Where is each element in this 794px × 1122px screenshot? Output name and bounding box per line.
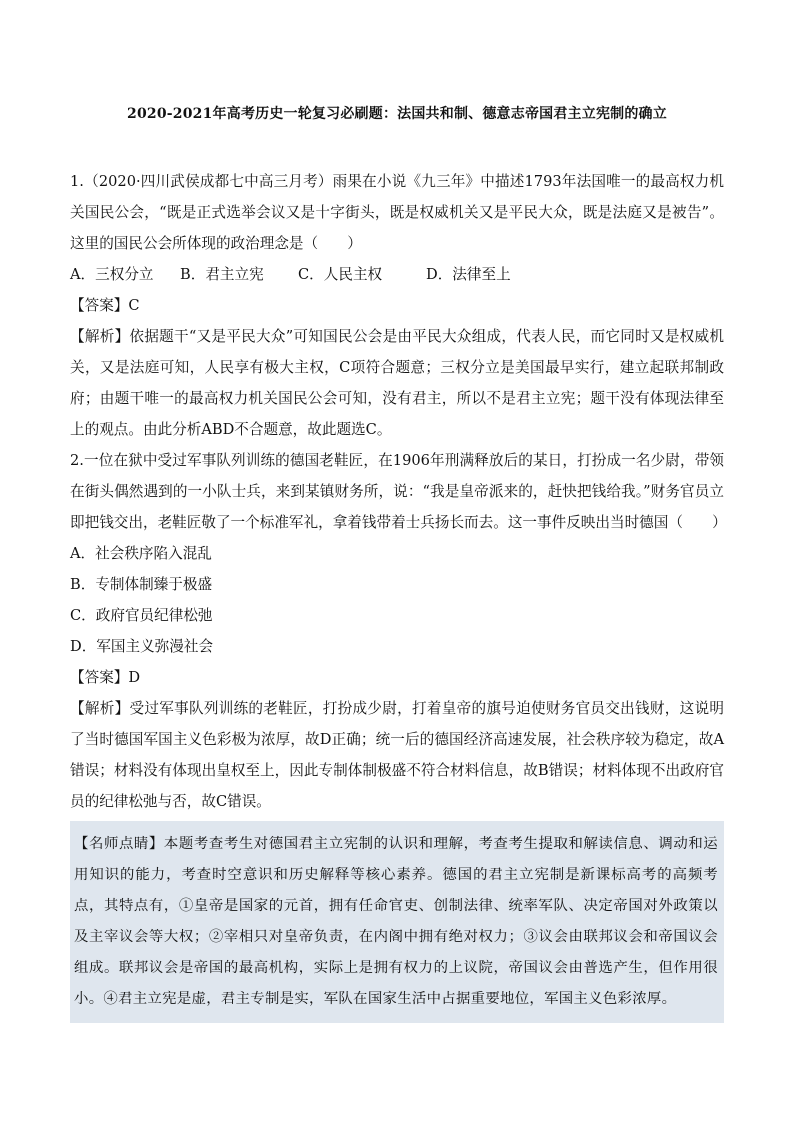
question-1-answer: 【答案】C	[70, 297, 140, 314]
question-1-stem: 1.（2020·四川武侯成都七中高三月考）雨果在小说《九三年》中描述1793年法国唯一的最高权力机关国民公会，“既是正式选举会议又是十字街头，既是权威机关又是平民大众，既是法庭又是被告”。这里的国民公会所体现的政治理念是（ ）	[70, 173, 724, 252]
document-content	[70, 166, 727, 1023]
question-2-option-b: B．专制体制臻于极盛	[70, 576, 213, 593]
question-1-option-a: A．三权分立	[70, 266, 154, 283]
question-2-option-d: D．军国主义弥漫社会	[70, 638, 214, 655]
document-title: 2020-2021年高考历史一轮复习必刷题：法国共和制、德意志帝国君主立宪制的确立	[127, 106, 667, 122]
question-1-option-d: D．法律至上	[426, 266, 511, 283]
expert-tip-box: 【名师点睛】本题考查考生对德国君主立宪制的认识和理解，考查考生提取和解读信息、调动和运用知识的能力，考查时空意识和历史解释等核心素养。德国的君主立宪制是新课标高考的高频考点，其特点有，①皇帝是国家的元首，拥有任命官吏、创制法律、统率军队、决定帝国对外政策以及主宰议会等大权；②宰相只对皇帝负责，在内阁中拥有绝对权力；③议会由联邦议会和帝国议会组成。联邦议会是帝国的最高机构，实际上是拥有权力的上议院，帝国议会由普选产生，但作用很小。④君主立宪是虚，君主专制是实，军队在国家生活中占据重要地位，军国主义色彩浓厚。	[70, 821, 724, 1023]
question-1-options	[70, 259, 724, 290]
question-2	[70, 445, 727, 1023]
question-2-option-a: A．社会秩序陷入混乱	[70, 545, 212, 562]
question-2-stem: 2.一位在狱中受过军事队列训练的德国老鞋匠，在1906年刑满释放后的某日，打扮成一名少尉，带领在街头偶然遇到的一小队士兵，来到某镇财务所，说：“我是皇帝派来的，赶快把钱给我。”财务官员立即把钱交出，老鞋匠敬了一个标准军礼，拿着钱带着士兵扬长而去。这一事件反映出当时德国（ ）	[70, 452, 727, 531]
question-2-option-c: C．政府官员纪律松弛	[70, 607, 213, 624]
question-2-analysis: 【解析】受过军事队列训练的老鞋匠，打扮成少尉，打着皇帝的旗号迫使财务官员交出钱财，这说明了当时德国军国主义色彩极为浓厚，故D正确；统一后的德国经济高速发展，社会秩序较为稳定，故A错误；材料没有体现出皇权至上，因此专制体制极盛不符合材料信息，故B错误；材料体现不出政府官员的纪律松弛与否，故C错误。	[70, 700, 724, 810]
question-1-option-c: C．人民主权	[298, 266, 383, 283]
question-2-answer: 【答案】D	[70, 669, 141, 686]
question-1-analysis: 【解析】依据题干“又是平民大众”可知国民公会是由平民大众组成，代表人民，而它同时又是权威机关，又是法庭可知，人民享有极大主权，C项符合题意；三权分立是美国最早实行，建立起联邦制政府；由题干唯一的最高权力机关国民公会可知，没有君主，所以不是君主立宪；题干没有体现法律至上的观点。由此分析ABD不合题意，故此题选C。	[70, 328, 724, 438]
question-1	[70, 166, 724, 445]
question-1-option-b: B．君主立宪	[180, 266, 264, 283]
